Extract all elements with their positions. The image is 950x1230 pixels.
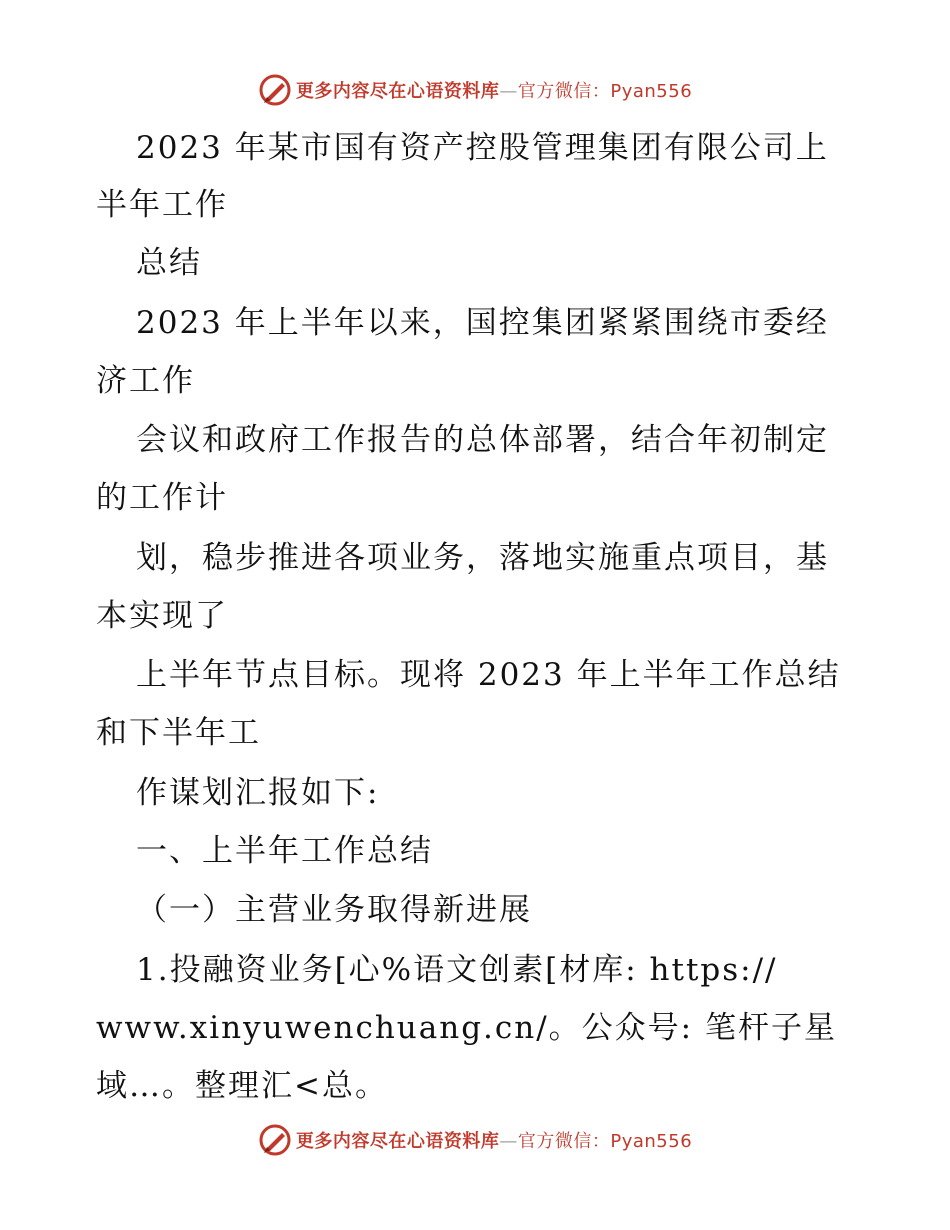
pen-logo-icon (258, 1123, 292, 1157)
doc-title-line-1: 2023 年某市国有资产控股管理集团有限公司上 (136, 130, 829, 166)
watermark-banner-top (0, 70, 950, 110)
watermark-wechat-id: Pyan556 (610, 81, 693, 102)
watermark-dash: — (499, 81, 518, 102)
watermark-wechat-id: Pyan556 (610, 1131, 693, 1152)
doc-paragraph-line: 会议和政府工作报告的总体部署，结合年初制定 (136, 422, 829, 458)
watermark-brand: 更多内容尽在心语资料库 (295, 81, 500, 102)
section-heading: 一、上半年工作总结 (136, 833, 433, 869)
subsection-heading: （一）主营业务取得新进展 (136, 892, 532, 928)
watermark-banner-bottom (0, 1120, 950, 1160)
doc-title-line-2: 半年工作 (96, 187, 228, 223)
watermark-wechat-label: 官方微信： (517, 1131, 611, 1152)
doc-paragraph-line: 2023 年上半年以来，国控集团紧紧围绕市委经 (136, 305, 829, 341)
watermark-text (296, 77, 692, 103)
watermark-text (296, 1127, 692, 1153)
pen-logo-icon (258, 73, 292, 107)
doc-paragraph-line: 作谋划汇报如下: (136, 775, 380, 811)
doc-paragraph-line: 和下半年工 (96, 715, 261, 751)
watermark-wechat-label: 官方微信： (517, 81, 611, 102)
doc-paragraph-line: 济工作 (96, 363, 195, 399)
doc-paragraph-line: 的工作计 (96, 480, 228, 516)
watermark-brand: 更多内容尽在心语资料库 (295, 1131, 500, 1152)
doc-paragraph-line: 划，稳步推进各项业务，落地实施重点项目，基 (136, 540, 829, 576)
doc-title-line-3: 总结 (136, 245, 202, 281)
doc-paragraph-line: 1.投融资业务[心%语文创素[材库: https:// (136, 952, 778, 988)
watermark-dash: — (499, 1131, 518, 1152)
doc-paragraph-line: www.xinyuwenchuang.cn/。公众号: 笔杆子星 (96, 1010, 837, 1046)
doc-paragraph-line: 上半年节点目标。现将 2023 年上半年工作总结 (136, 657, 841, 693)
doc-paragraph-line: 域…。整理汇<总。 (96, 1068, 388, 1104)
doc-paragraph-line: 本实现了 (96, 598, 228, 634)
